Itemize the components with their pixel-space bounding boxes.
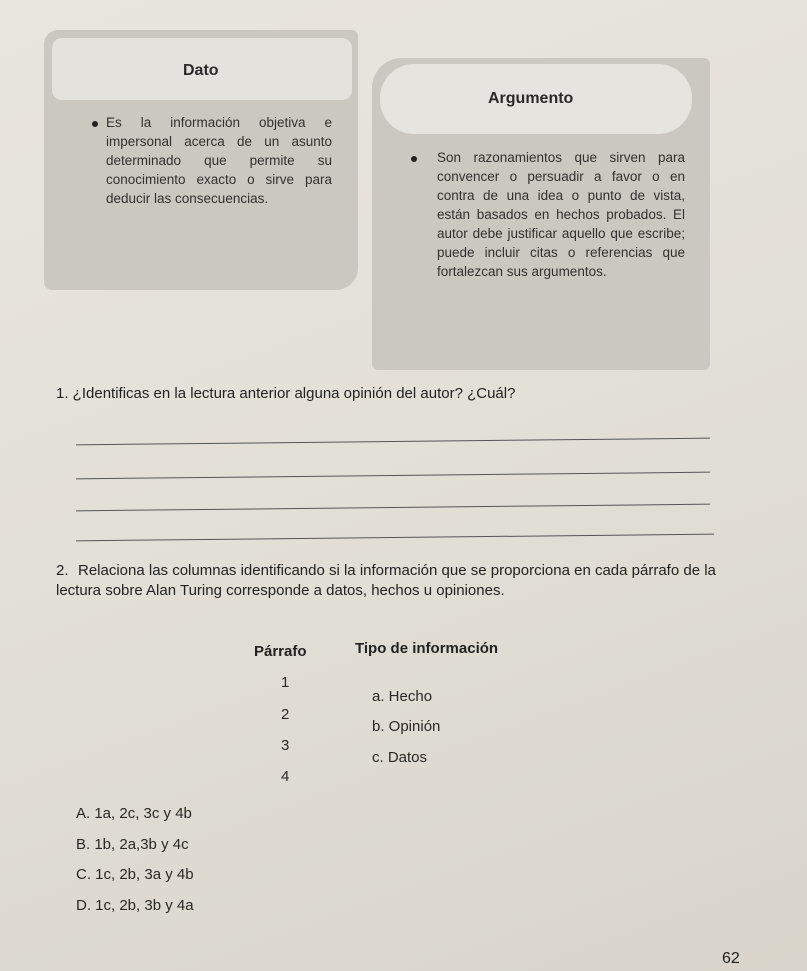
column-header-parrafo: Párrafo: [254, 643, 307, 660]
argumento-text: Son razonamientos que sirven para convencer o persuadir a favor o en contra de una idea o punto de vista, están basados en hechos probados. El autor debe justificar aquello que escribe; puede incluir citas o referencias que fortalezcan sus argumentos.: [437, 150, 685, 279]
tipo-item-b: b. Opinión: [372, 718, 441, 735]
question-1: 1. ¿Identificas en la lectura anterior alguna opinión del autor? ¿Cuál?: [56, 385, 516, 402]
tipo-item-a: a. Hecho: [372, 688, 433, 705]
parrafo-item-3: 3: [281, 737, 290, 754]
parrafo-item-1: 1: [281, 674, 290, 691]
option-d[interactable]: D. 1c, 2b, 3b y 4a: [76, 897, 194, 914]
page-number: 62: [722, 950, 740, 967]
tipo-item-c: c. Datos: [372, 749, 428, 766]
parrafo-item-2: 2: [281, 706, 290, 723]
question-2: [56, 561, 716, 601]
answer-line-2[interactable]: [76, 472, 710, 480]
argumento-title: Argumento: [488, 90, 574, 107]
question-2-number: 2.: [56, 562, 69, 579]
answer-line-3[interactable]: [76, 504, 710, 512]
question-2-text: Relaciona las columnas identificando si la información que se proporciona en cada párrafo de la lectura sobre Alan Turing corresponde a datos, hechos u opiniones.: [56, 562, 716, 599]
option-c[interactable]: C. 1c, 2b, 3a y 4b: [76, 866, 194, 883]
answer-line-1[interactable]: [76, 438, 710, 446]
column-header-tipo: Tipo de información: [355, 640, 499, 657]
dato-title: Dato: [183, 62, 219, 79]
option-b[interactable]: B. 1b, 2a,3b y 4c: [76, 836, 189, 853]
answer-line-4[interactable]: [76, 534, 714, 542]
option-a[interactable]: A. 1a, 2c, 3c y 4b: [76, 805, 192, 822]
argumento-bullet: [411, 156, 417, 162]
dato-bullet: [92, 121, 98, 127]
parrafo-item-4: 4: [281, 768, 290, 785]
dato-text: Es la información objetiva e impersonal acerca de un asunto determinado que permite su conocimiento exacto o sirve para deducir las consecuencias.: [106, 115, 332, 206]
